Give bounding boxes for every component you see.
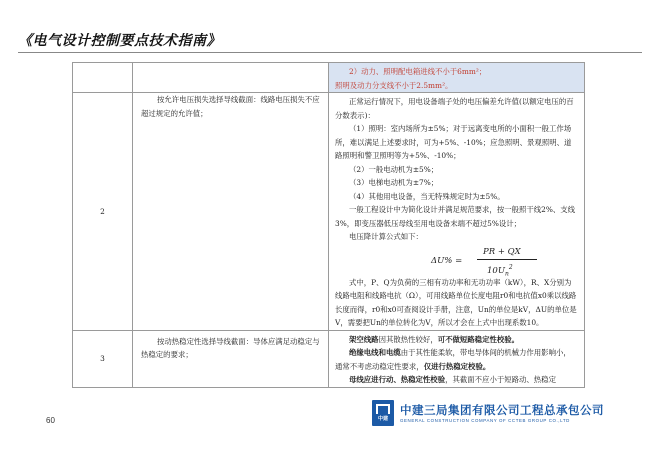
row-number: 3 xyxy=(73,330,133,387)
requirement-text: 按动热稳定性选择导线截面：导体应满足动稳定与热稳定的要求； xyxy=(141,336,320,359)
page-header xyxy=(18,30,642,50)
requirement-cell xyxy=(133,63,329,93)
detail-item: （2）一般电动机为±5%； xyxy=(349,164,439,174)
formula-numerator: PR + QX xyxy=(483,246,521,257)
formula-explanation: 式中，P、Q为负荷的三相有功功率和无功功率（kW），R、X分别为线路电阻和线路电抗（Ω），可用线路单位长度电阻r0和电抗值x0乘以线路长度而得，r0和x0可查阅设计手册，注意，Un的单位是kV，ΔU的单位是V，需要把Un的单位转化为V，所以才会在上式中出现系数10。 xyxy=(335,277,577,327)
detail-line: 架空线路因其散热性较好，可不做短路稳定性校验。 xyxy=(349,334,520,344)
detail-cell xyxy=(329,330,585,387)
detail-item: （3）电梯电动机为±7%； xyxy=(349,178,439,187)
note-line: 照明及动力分支线不小于2.5mm²。 xyxy=(335,80,453,90)
fraction-bar xyxy=(477,259,537,260)
formula-denominator: $10U_n^2$ xyxy=(487,263,513,278)
page-number: 60 xyxy=(46,416,55,425)
table-row xyxy=(73,63,585,93)
detail-item: （4）其他用电设备，当无特殊规定时为±5%。 xyxy=(349,191,505,201)
detail-simplified: 一般工程设计中为简化设计并满足规范要求，按一般照干线2%、支线3%，即变压器低压母线至用电设备末端不超过5%设计； xyxy=(335,205,576,228)
company-name-en: GENERAL CONSTRUCTION COMPANY OF CCTEB GROUP CO.,LTD xyxy=(400,418,570,423)
number-cell xyxy=(73,63,133,93)
voltage-drop-formula xyxy=(431,246,578,278)
row-number: 2 xyxy=(73,93,133,331)
note-line: 2）动力、照明配电箱进线不小于6mm²； xyxy=(349,67,487,76)
requirement-cell xyxy=(133,330,329,387)
highlighted-note-cell xyxy=(329,63,585,93)
detail-cell xyxy=(329,93,585,331)
spec-table xyxy=(72,62,585,388)
formula-lhs: ΔU% = xyxy=(431,255,463,266)
detail-item: （1）照明：室内场所为±5%；对于远离变电所的小面积一般工作场所，难以满足上述要求时，可为+5%、-10%；应急照明、景观照明、道路照明和警卫照明等为+5%、-10%； xyxy=(335,124,572,160)
table-row xyxy=(73,330,585,387)
formula-label: 电压降计算公式如下： xyxy=(349,232,423,241)
document-title: 《电气设计控制要点技术指南》 xyxy=(18,33,221,49)
detail-intro: 正常运行情况下，用电设备端子处的电压偏差允许值(以额定电压的百分数表示)： xyxy=(335,97,574,120)
table-row xyxy=(73,93,585,331)
requirement-cell xyxy=(133,93,329,331)
detail-line: 绝缘电线和电缆由于其性能柔软，带电导体间的机械力作用影响小，通常不考虑动稳定性要求，仅进行热稳定校验。 xyxy=(335,348,571,371)
requirement-text: 按允许电压损失选择导线截面：线路电压损失不应超过规定的允许值； xyxy=(141,95,320,118)
header-divider xyxy=(18,52,642,53)
detail-line: 母线应进行动、热稳定性校验，其截面不应小于短路动、热稳定 xyxy=(349,375,556,384)
company-name: 中建三局集团有限公司工程总承包公司 xyxy=(400,403,604,417)
company-logo-icon: 中建 xyxy=(372,400,394,426)
